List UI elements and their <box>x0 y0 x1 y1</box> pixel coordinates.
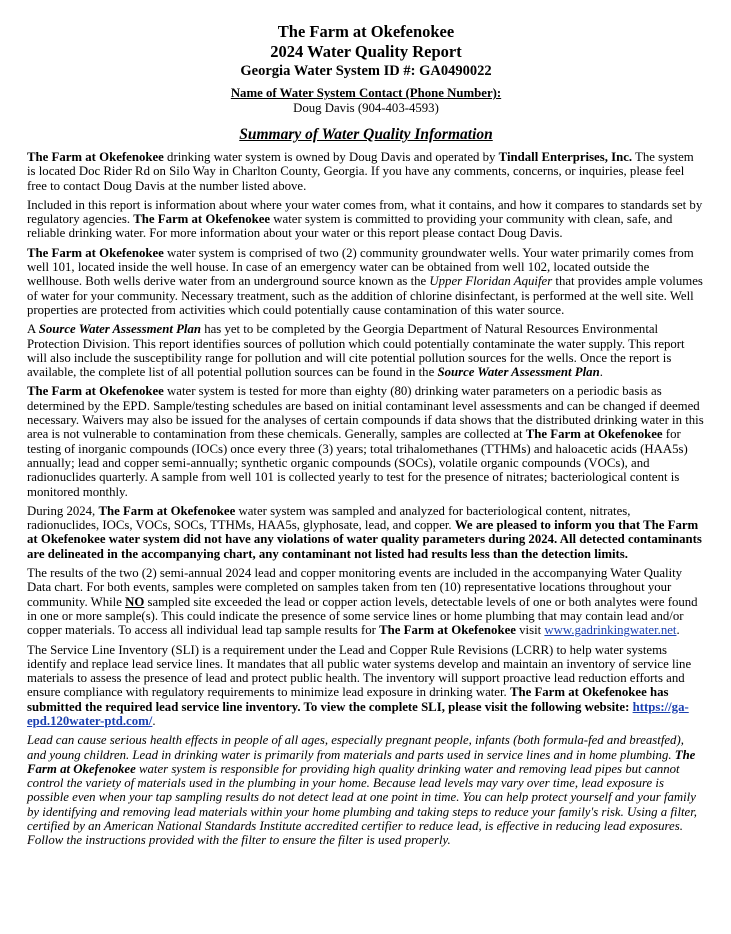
paragraph-introduction <box>27 198 705 241</box>
text-span: Included in this report is information about where your water comes from, what it contains, and how it compares to standards set by regulatory agencies. <box>27 197 703 227</box>
text-span: sampled site exceeded the lead or copper action levels, detectable levels of one or both analytes were found in one or more sample(s). This could indicate the presence of some service lines or home plumbing that may contain lead and/or copper materials. To access all individual lead tap sample results for <box>27 594 698 638</box>
plan-name: Source Water Assessment Plan <box>38 322 201 337</box>
text-span: Lead can cause serious health effects in people of all ages, especially pregnant people, infants (both formula-fed and breastfed), and young children. Lead in drinking water is primarily from materials and parts used in service lines and in home plumbing. <box>27 733 684 762</box>
system-name: The Farm at Okefenokee <box>525 427 663 442</box>
system-name: The Farm at Okefenokee <box>98 503 236 518</box>
text-span: . <box>599 365 603 380</box>
summary-heading: Summary of Water Quality Information <box>239 126 493 143</box>
system-name: The Farm at Okefenokee <box>27 245 164 260</box>
inventory-statement: The Farm at Okefenokee has submitted the required lead service line inventory. To view the complete SLI, please visit the following website: <box>27 685 669 714</box>
paragraph-lead-health <box>27 733 705 847</box>
text-span: water system is tested for more than eighty (80) drinking water parameters on a periodic basis as determined by the EPD. Sample/testing schedules are based on initial contaminant level assessments and can be changed if deemed necessary. Waivers may also be issued for the analyses of certain compounds if data shows that the distributed drinking water in this area is not vulnerable to contamination from these chemicals. Generally, samples are collected at <box>27 384 704 442</box>
contact-label: Name of Water System Contact (Phone Number): <box>230 86 502 100</box>
aquifer-name: Upper Floridan Aquifer <box>429 274 553 289</box>
paragraph-service-line-inventory <box>27 643 705 729</box>
contact-value: Doug Davis (904-403-4593) <box>293 101 439 115</box>
text-span: The results of the two (2) semi-annual 2024 lead and copper monitoring events are included in the accompanying Water Quality Data chart. For both events, samples were completed on samples taken from ten (10) representative locations throughout your community. While <box>27 566 683 609</box>
paragraph-lead-copper <box>27 566 705 637</box>
plan-name: Source Water Assessment Plan <box>437 365 600 380</box>
system-id: Georgia Water System ID #: GA0490022 <box>240 63 492 79</box>
report-title: The Farm at Okefenokee <box>277 22 455 41</box>
operator-name: Tindall Enterprises, Inc. <box>498 150 633 164</box>
text-span: that provides ample volumes of water for your community. Necessary treatment, such as the addition of chlorine disinfectant, is performed at the well site. Well properties are protected from activities which could potentially cause contamination of this water source. <box>27 274 703 317</box>
paragraph-ownership <box>27 150 705 193</box>
emphasis-no: NO <box>125 594 145 609</box>
system-name: The Farm at Okefenokee <box>379 623 516 638</box>
text-span: . <box>676 623 680 638</box>
report-subtitle: 2024 Water Quality Report <box>270 42 462 61</box>
system-name: The Farm at Okefenokee <box>27 747 696 776</box>
text-span: drinking water system is owned by Doug Davis and operated by <box>163 150 499 164</box>
text-span: for testing of inorganic compounds (IOCs) once every three (3) years; total trihalomethanes (TTHMs) and haloacetic acids (HAA5s) annually; lead and copper semi-annually; synthetic organic compounds (SOCs), volatile organic compounds (VOCs), and radionuclides quarterly. A sample from well 101 is collected yearly to test for the presence of nitrates; bacteriological content is monitored monthly. <box>27 427 688 499</box>
text-span: . <box>152 713 156 728</box>
text-span: water system is comprised of two (2) community groundwater wells. Your water primarily comes from well 101, located inside the well house. In case of an emergency water can be obtained from well 102, located outside the wellhouse. Both wells derive water from an underground source known as the <box>27 245 694 289</box>
paragraph-results <box>27 504 705 561</box>
text-span: has yet to be completed by the Georgia Department of Natural Resources Environmental Protection Division. This report identifies sources of pollution which could potentially contaminate the water supply. This report will also include the susceptibility range for pollution and will cite potential pollution sources for the wells. Once the report is available, the complete list of all potential pollution sources can be found in the <box>27 322 685 380</box>
paragraph-testing <box>27 384 705 498</box>
text-span: During 2024, <box>27 503 99 518</box>
text-span: A <box>27 322 39 337</box>
text-span: The Service Line Inventory (SLI) is a requirement under the Lead and Copper Rule Revisions (LCRR) to help water systems identify and replace lead service lines. It mandates that all public water systems develop and maintain an inventory of service line materials to assess the presence of lead and protect public health. The inventory will support proactive lead reduction efforts and ensure compliance with regulatory requirements to minimize lead exposure in drinking water. <box>27 642 692 700</box>
text-span: visit <box>515 623 545 638</box>
text-span: water system is committed to providing your community with clean, safe, and reliable drinking water. For more information about your water or this report please contact Doug Davis. <box>27 212 673 241</box>
paragraph-water-source <box>27 246 705 317</box>
no-violations-statement: We are pleased to inform you that The Farm at Okefenokee water system did not have any violations of water quality parameters during 2024. All detected contaminants are delineated in the accompanying chart, any contaminant not listed had results less than the detection limits. <box>27 518 702 561</box>
gadrinkingwater-link[interactable]: www.gadrinkingwater.net <box>544 623 677 638</box>
system-name: The Farm at Okefenokee <box>27 384 164 399</box>
system-name: The Farm at Okefenokee <box>133 212 271 227</box>
text-span: water system is responsible for providing high quality drinking water and removing lead pipes but cannot control the variety of materials used in the plumbing in your home. Because lead levels may vary over time, lead exposure is possible even when your tap sampling results do not detect lead at one point in time. You can help protect yourself and your family by identifying and removing lead materials within your home plumbing and taking steps to reduce your family's risk. Using a filter, certified by an American National Standards Institute accredited certifier to reduce lead, is effective in reducing lead exposures. Follow the instructions provided with the filter to ensure the filter is used properly. <box>27 761 697 848</box>
text-span: The system is located Doc Rider Rd on Silo Way in Charlton County, Georgia. If you have any comments, concerns, or inquiries, please feel free to contact Doug Davis at the number listed above. <box>27 150 694 193</box>
paragraph-source-assessment <box>27 322 705 379</box>
sli-website-link[interactable]: https://ga-epd.120water-ptd.com/ <box>27 699 689 728</box>
system-name: The Farm at Okefenokee <box>27 150 164 164</box>
contact-block <box>27 86 705 116</box>
text-span: water system was sampled and analyzed for bacteriological content, nitrates, radionuclides, IOCs, VOCs, SOCs, TTHMs, HAA5s, glyphosate, lead, and copper. <box>27 503 631 533</box>
